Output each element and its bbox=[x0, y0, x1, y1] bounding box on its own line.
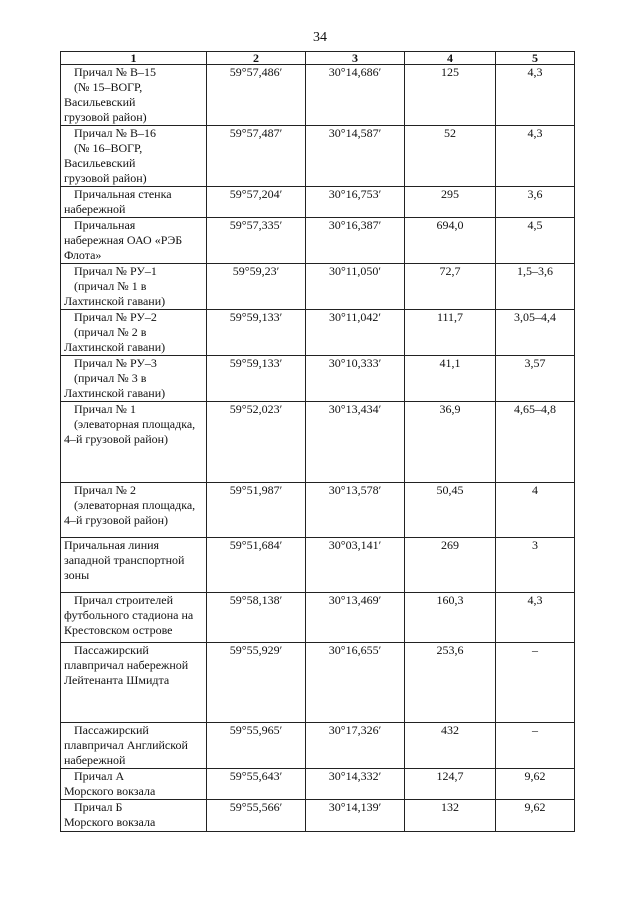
latitude-cell: 59°51,684′ bbox=[207, 538, 306, 593]
berth-name-line: Причал № РУ–3 bbox=[74, 356, 157, 370]
berth-name-line: плавпричал набережной bbox=[64, 658, 189, 672]
column-header: 2 bbox=[207, 52, 306, 65]
longitude-cell: 30°11,050′ bbox=[306, 264, 405, 310]
berth-name-line: футбольного стадиона на bbox=[64, 608, 194, 622]
berth-name-cell bbox=[61, 218, 207, 264]
table-row bbox=[61, 310, 575, 356]
length-cell: 52 bbox=[405, 126, 496, 187]
berth-name-line: (элеваторная площадка, bbox=[74, 498, 196, 512]
berth-name-line: Морского вокзала bbox=[64, 784, 156, 798]
berth-name-line: Крестовском острове bbox=[64, 623, 173, 637]
length-cell: 295 bbox=[405, 187, 496, 218]
berth-name-line: набережной bbox=[64, 753, 126, 767]
berth-name-cell bbox=[61, 800, 207, 832]
berth-name-line: Причальная линия bbox=[64, 538, 160, 552]
table-row bbox=[61, 356, 575, 402]
berth-name-cell bbox=[61, 483, 207, 538]
berth-name-cell bbox=[61, 310, 207, 356]
latitude-cell: 59°59,133′ bbox=[207, 310, 306, 356]
berth-name-line: Причал А bbox=[74, 769, 125, 783]
berth-name-cell bbox=[61, 356, 207, 402]
latitude-cell: 59°55,929′ bbox=[207, 643, 306, 723]
column-header: 3 bbox=[306, 52, 405, 65]
table-row bbox=[61, 126, 575, 187]
depth-cell: 3,6 bbox=[496, 187, 575, 218]
table-row bbox=[61, 538, 575, 593]
longitude-cell: 30°10,333′ bbox=[306, 356, 405, 402]
depth-cell: 3 bbox=[496, 538, 575, 593]
berth-name-line: Лахтинской гавани) bbox=[64, 340, 166, 354]
length-cell: 432 bbox=[405, 723, 496, 769]
berth-name-cell bbox=[61, 593, 207, 643]
berth-name-line: западной транспортной bbox=[64, 553, 185, 567]
longitude-cell: 30°13,469′ bbox=[306, 593, 405, 643]
table-row bbox=[61, 643, 575, 723]
berth-name-line: Морского вокзала bbox=[64, 815, 156, 829]
depth-cell: 4 bbox=[496, 483, 575, 538]
berth-name-cell bbox=[61, 187, 207, 218]
berth-name-line: (причал № 1 в bbox=[74, 279, 147, 293]
length-cell: 269 bbox=[405, 538, 496, 593]
berth-name-line: Причал № В–16 bbox=[74, 126, 156, 140]
depth-cell: 1,5–3,6 bbox=[496, 264, 575, 310]
table-row bbox=[61, 187, 575, 218]
berth-name-cell bbox=[61, 643, 207, 723]
berth-name-line: Причал № В–15 bbox=[74, 65, 156, 79]
depth-cell: – bbox=[496, 723, 575, 769]
latitude-cell: 59°55,566′ bbox=[207, 800, 306, 832]
longitude-cell: 30°14,587′ bbox=[306, 126, 405, 187]
longitude-cell: 30°16,387′ bbox=[306, 218, 405, 264]
berth-name-line: Причал № 1 bbox=[74, 402, 136, 416]
latitude-cell: 59°58,138′ bbox=[207, 593, 306, 643]
latitude-cell: 59°57,204′ bbox=[207, 187, 306, 218]
length-cell: 41,1 bbox=[405, 356, 496, 402]
longitude-cell: 30°03,141′ bbox=[306, 538, 405, 593]
table-header-row bbox=[61, 52, 575, 65]
table-row bbox=[61, 483, 575, 538]
length-cell: 124,7 bbox=[405, 769, 496, 800]
berth-name-line: зоны bbox=[64, 568, 90, 582]
latitude-cell: 59°51,987′ bbox=[207, 483, 306, 538]
table-row bbox=[61, 800, 575, 832]
berth-name-line: Причал № РУ–1 bbox=[74, 264, 157, 278]
depth-cell: 4,3 bbox=[496, 126, 575, 187]
berth-name-cell bbox=[61, 264, 207, 310]
berth-name-line: Пассажирский bbox=[74, 723, 149, 737]
berth-name-line: грузовой район) bbox=[64, 110, 147, 124]
latitude-cell: 59°57,486′ bbox=[207, 65, 306, 126]
longitude-cell: 30°14,686′ bbox=[306, 65, 405, 126]
longitude-cell: 30°13,578′ bbox=[306, 483, 405, 538]
length-cell: 253,6 bbox=[405, 643, 496, 723]
berth-name-line: (№ 16–ВОГР, bbox=[74, 141, 143, 155]
berth-name-line: Причальная bbox=[74, 218, 136, 232]
berth-name-line: Лейтенанта Шмидта bbox=[64, 673, 170, 687]
depth-cell: 3,57 bbox=[496, 356, 575, 402]
length-cell: 111,7 bbox=[405, 310, 496, 356]
latitude-cell: 59°55,965′ bbox=[207, 723, 306, 769]
berth-name-line: (№ 15–ВОГР, bbox=[74, 80, 143, 94]
latitude-cell: 59°59,23′ bbox=[207, 264, 306, 310]
berth-name-line: Причал Б bbox=[74, 800, 123, 814]
length-cell: 72,7 bbox=[405, 264, 496, 310]
length-cell: 132 bbox=[405, 800, 496, 832]
table-row bbox=[61, 218, 575, 264]
berth-name-line: Васильевский bbox=[64, 95, 136, 109]
latitude-cell: 59°52,023′ bbox=[207, 402, 306, 483]
berth-name-line: Причал № 2 bbox=[74, 483, 136, 497]
longitude-cell: 30°14,332′ bbox=[306, 769, 405, 800]
depth-cell: 3,05–4,4 bbox=[496, 310, 575, 356]
depth-cell: 4,3 bbox=[496, 593, 575, 643]
berth-name-line: Причальная стенка bbox=[74, 187, 172, 201]
berth-name-line: грузовой район) bbox=[64, 171, 147, 185]
longitude-cell: 30°14,139′ bbox=[306, 800, 405, 832]
column-header: 5 bbox=[496, 52, 575, 65]
depth-cell: 4,65–4,8 bbox=[496, 402, 575, 483]
berth-name-line: (элеваторная площадка, bbox=[74, 417, 196, 431]
latitude-cell: 59°59,133′ bbox=[207, 356, 306, 402]
berth-name-cell bbox=[61, 723, 207, 769]
berth-name-line: (причал № 2 в bbox=[74, 325, 147, 339]
table-row bbox=[61, 723, 575, 769]
latitude-cell: 59°57,487′ bbox=[207, 126, 306, 187]
berth-name-line: плавпричал Английской bbox=[64, 738, 188, 752]
berth-name-line: Лахтинской гавани) bbox=[64, 386, 166, 400]
latitude-cell: 59°55,643′ bbox=[207, 769, 306, 800]
depth-cell: 9,62 bbox=[496, 769, 575, 800]
berth-name-line: Причал строителей bbox=[74, 593, 173, 607]
table-row bbox=[61, 593, 575, 643]
berth-name-cell bbox=[61, 769, 207, 800]
berth-name-line: (причал № 3 в bbox=[74, 371, 147, 385]
depth-cell: 4,3 bbox=[496, 65, 575, 126]
depth-cell: 4,5 bbox=[496, 218, 575, 264]
table-row bbox=[61, 769, 575, 800]
length-cell: 694,0 bbox=[405, 218, 496, 264]
latitude-cell: 59°57,335′ bbox=[207, 218, 306, 264]
table-row bbox=[61, 65, 575, 126]
depth-cell: 9,62 bbox=[496, 800, 575, 832]
table-row bbox=[61, 264, 575, 310]
berth-name-line: Пассажирский bbox=[74, 643, 149, 657]
berth-name-line: Причал № РУ–2 bbox=[74, 310, 157, 324]
longitude-cell: 30°17,326′ bbox=[306, 723, 405, 769]
berth-name-line: 4–й грузовой район) bbox=[64, 513, 169, 527]
longitude-cell: 30°16,655′ bbox=[306, 643, 405, 723]
berth-name-line: Флота» bbox=[64, 248, 102, 262]
length-cell: 125 bbox=[405, 65, 496, 126]
berth-name-line: Васильевский bbox=[64, 156, 136, 170]
longitude-cell: 30°16,753′ bbox=[306, 187, 405, 218]
longitude-cell: 30°11,042′ bbox=[306, 310, 405, 356]
berth-name-cell bbox=[61, 538, 207, 593]
berth-name-line: набережной bbox=[64, 202, 126, 216]
column-header: 1 bbox=[61, 52, 207, 65]
berth-name-cell bbox=[61, 402, 207, 483]
berth-name-line: Лахтинской гавани) bbox=[64, 294, 166, 308]
column-header: 4 bbox=[405, 52, 496, 65]
length-cell: 50,45 bbox=[405, 483, 496, 538]
longitude-cell: 30°13,434′ bbox=[306, 402, 405, 483]
depth-cell: – bbox=[496, 643, 575, 723]
berths-table bbox=[60, 51, 575, 832]
length-cell: 160,3 bbox=[405, 593, 496, 643]
length-cell: 36,9 bbox=[405, 402, 496, 483]
berth-name-cell bbox=[61, 126, 207, 187]
berth-name-line: 4–й грузовой район) bbox=[64, 432, 169, 446]
berth-name-line: набережная ОАО «РЭБ bbox=[64, 233, 183, 247]
table-row bbox=[61, 402, 575, 483]
berth-name-cell bbox=[61, 65, 207, 126]
page-number: 34 bbox=[313, 30, 327, 45]
